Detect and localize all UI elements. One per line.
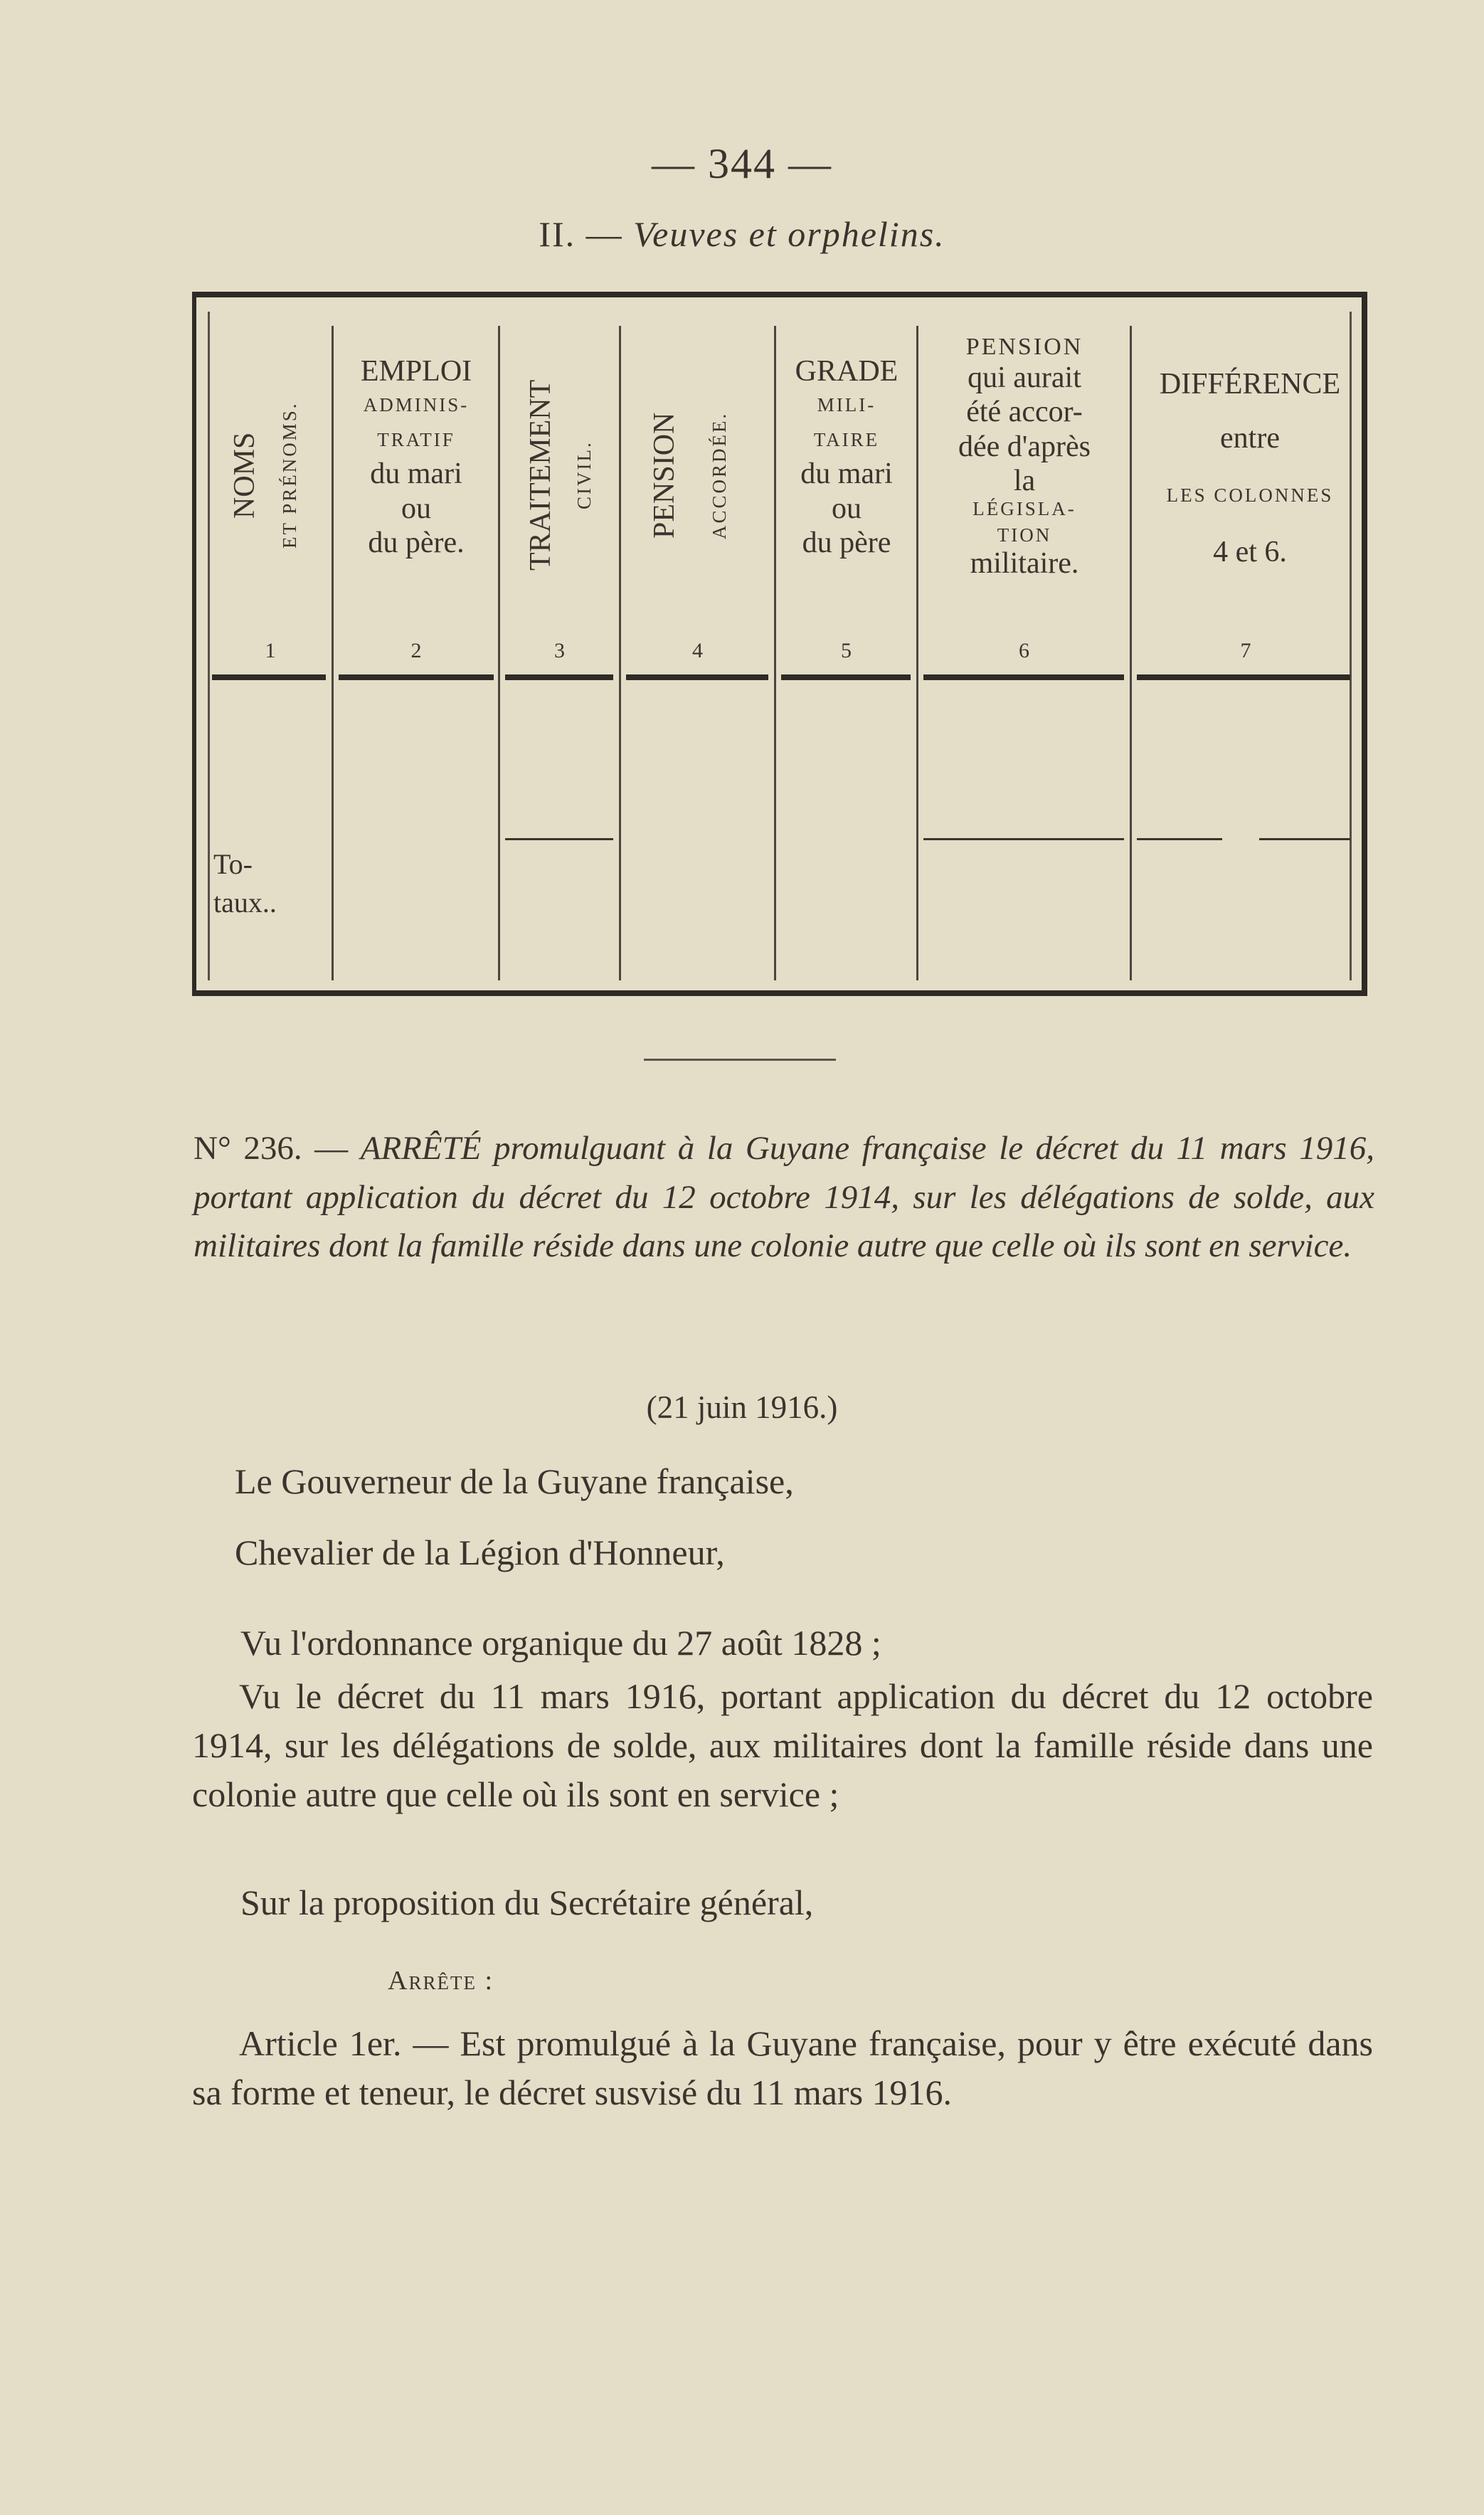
section-title-text: Veuves et orphelins.: [633, 214, 945, 254]
arrete-heading: Arrête :: [388, 1966, 494, 1996]
header-pension-legislation: [919, 333, 1130, 581]
header-difference: [1133, 367, 1367, 569]
decree-title-text: ARRÊTÉ promulguant à la Guyane française le décret du 11 mars 1916, portant application du décret du 12 octobre 1914, sur les délégations de solde, aux militaires dont la famille réside dans une colonie autre que celle où ils sont en service.: [194, 1130, 1374, 1265]
header-rule: [339, 674, 494, 680]
header-rule: [781, 674, 911, 680]
header-rule: [212, 674, 326, 680]
header-pension-line: été accor-: [966, 396, 1083, 429]
page-number: — 344 —: [652, 140, 832, 187]
header-grade: [775, 354, 918, 560]
decree-heading: [194, 1124, 1374, 1271]
header-grade-line: du mari: [800, 457, 893, 491]
header-emploi-line: ou: [401, 492, 431, 525]
totals-rule: [505, 838, 613, 840]
header-pension-line: la: [1013, 464, 1036, 497]
col-separator: [332, 326, 334, 980]
header-rule: [1137, 674, 1350, 680]
vu-ordonnance: Vu l'ordonnance organique du 27 août 1828 ;: [240, 1623, 881, 1663]
header-rule: [923, 674, 1124, 680]
header-traitement: TRAITEMENT: [524, 379, 557, 571]
table-left-border: [192, 297, 196, 990]
separator-rule: [644, 1059, 836, 1061]
header-pension-line: TION: [997, 524, 1052, 546]
header-pension-line: LÉGISLA-: [972, 498, 1076, 520]
totaux-label: [213, 845, 327, 922]
column-number: 3: [554, 639, 565, 662]
column-number: 2: [410, 639, 422, 662]
decree-number: N° 236. —: [194, 1130, 361, 1167]
header-rule: [505, 674, 613, 680]
totals-rule: [1259, 838, 1350, 840]
header-emploi-line: du mari: [370, 457, 462, 491]
article-1: Article 1er. — Est promulgué à la Guyane française, pour y être exécuté dans sa forme et teneur, le décret susvisé du 11 mars 1916.: [192, 2023, 1373, 2112]
header-difference-line: entre: [1220, 422, 1280, 455]
header-pension-line: militaire.: [970, 547, 1079, 581]
header-rule: [626, 674, 768, 680]
header-grade-line: GRADE: [795, 355, 899, 388]
header-grade-line: TAIRE: [813, 429, 880, 451]
header-emploi: [334, 354, 498, 560]
header-difference-line: LES COLONNES: [1166, 484, 1334, 506]
column-number: 1: [265, 639, 276, 662]
header-noms: NOMS: [228, 432, 261, 519]
totaux-line-1: To-: [213, 848, 253, 880]
header-pension-line: PENSION: [965, 334, 1083, 360]
header-emploi-line: ADMINIS-: [363, 394, 470, 416]
sur-proposition: Sur la proposition du Secrétaire général,: [240, 1883, 814, 1922]
vu-decret: Vu le décret du 11 mars 1916, portant application du décret du 12 octobre 1914, sur les délégations de solde, aux militaires dont la famille réside dans une colonie autre que celle où ils sont en service ;: [192, 1676, 1373, 1814]
header-emploi-line: du père.: [368, 526, 465, 559]
column-number: 7: [1240, 639, 1251, 662]
header-civil: CIVIL.: [573, 440, 595, 510]
chevalier-line: Chevalier de la Légion d'Honneur,: [235, 1532, 725, 1572]
header-accordee: ACCORDÉE.: [709, 411, 730, 539]
header-pension-line: qui aurait: [968, 361, 1081, 395]
column-number: 5: [841, 639, 852, 662]
header-prenoms: ET PRÉNOMS.: [279, 401, 300, 549]
header-pension: PENSION: [648, 412, 681, 539]
column-number: 4: [692, 639, 703, 662]
table-inner-left-line: [208, 312, 210, 980]
header-difference-line: DIFFÉRENCE: [1159, 368, 1341, 401]
section-number: II. —: [539, 214, 623, 254]
decree-date: (21 juin 1916.): [646, 1389, 838, 1425]
header-emploi-line: TRATIF: [377, 429, 455, 451]
header-emploi-line: EMPLOI: [360, 355, 472, 388]
totals-rule: [923, 838, 1124, 840]
column-number: 6: [1019, 639, 1029, 662]
totals-rule: [1137, 838, 1222, 840]
header-pension-line: dée d'après: [958, 430, 1091, 463]
section-title: [0, 213, 1484, 255]
totaux-line-2: taux..: [213, 886, 277, 918]
header-grade-line: du père: [802, 526, 891, 559]
header-grade-line: ou: [832, 492, 862, 525]
header-grade-line: MILI-: [817, 394, 876, 416]
pension-table: [192, 292, 1367, 996]
header-difference-line: 4 et 6.: [1213, 535, 1287, 568]
gouverneur-line: Le Gouverneur de la Guyane française,: [235, 1461, 794, 1501]
